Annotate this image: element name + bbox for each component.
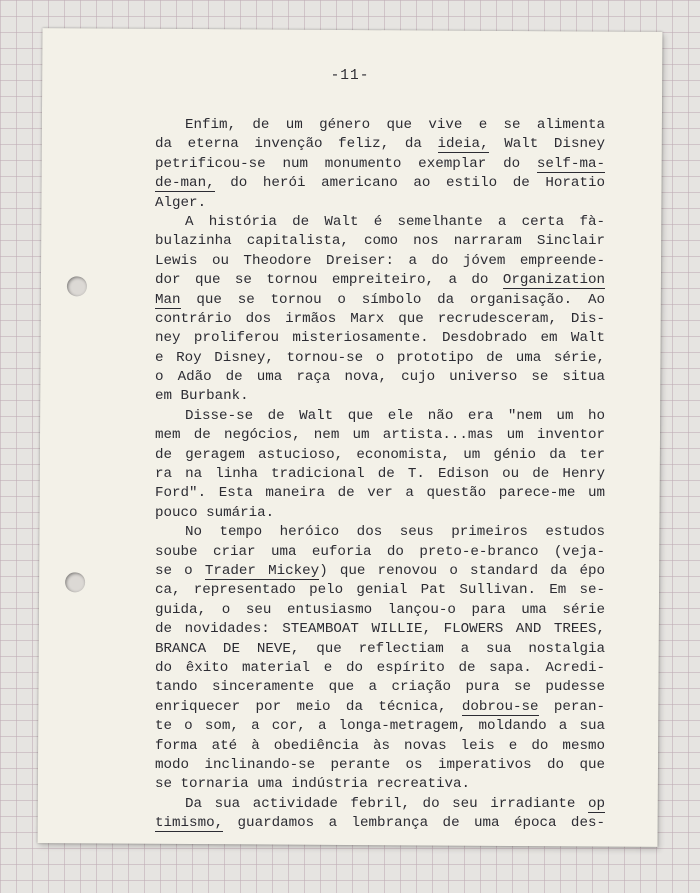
line-text: forma até à obediência às novas leis e do mesmo — [155, 737, 605, 754]
line-text: se o — [155, 562, 205, 579]
text-line — [155, 213, 605, 232]
page-number: -11- — [330, 68, 370, 84]
text-line — [155, 484, 605, 503]
text-line — [155, 252, 605, 271]
text-line — [155, 291, 605, 310]
text-line — [155, 775, 605, 794]
text-line — [155, 601, 605, 620]
line-text: A história de Walt é semelhante a certa fà- — [185, 213, 605, 230]
text-line — [155, 562, 605, 581]
text-line — [155, 678, 605, 697]
underlined-phrase: Organization — [502, 272, 605, 289]
underlined-phrase: Trader Mickey — [204, 562, 320, 579]
line-text: BRANCA DE NEVE, que reflectiam a sua nostalgia — [155, 640, 605, 657]
line-text: que se tornou o símbolo da organisação. Ao — [180, 291, 605, 308]
text-line — [155, 737, 605, 756]
underlined-phrase: timismo, — [155, 815, 224, 832]
text-line — [155, 407, 605, 426]
text-line — [155, 174, 605, 193]
line-text: guardamos a lembrança de uma época des- — [223, 815, 605, 832]
text-line — [155, 329, 605, 348]
line-text: ra na linha tradicional de T. Edison ou de Henry — [155, 466, 605, 483]
line-text: guida, o seu entusiasmo lançou-o para uma série — [155, 601, 605, 618]
text-line — [155, 814, 605, 833]
punch-hole — [67, 276, 87, 296]
line-text: soube criar uma euforia do preto-e-branco (veja- — [155, 543, 605, 560]
text-line — [155, 426, 605, 445]
line-text: enriquecer por meio da técnica, — [155, 698, 462, 715]
line-text: Disse-se de Walt que ele não era "nem um ho — [185, 407, 605, 424]
punch-hole — [65, 572, 85, 592]
line-text: em Burbank. — [155, 388, 249, 405]
text-line — [155, 504, 605, 523]
line-text: Walt Disney — [488, 136, 605, 153]
line-text: Enfim, de um género que vive e se alimenta — [185, 117, 605, 133]
underlined-phrase: de-man, — [155, 175, 215, 192]
line-text: Da sua actividade febril, do seu irradiante — [185, 795, 588, 812]
line-text: No tempo heróico dos seus primeiros estudos — [185, 524, 605, 541]
line-text: modo inclinando-se perante os imperativos do que — [155, 756, 605, 773]
text-line — [155, 620, 605, 639]
underlined-phrase: Man — [155, 291, 181, 308]
line-text: de geragem astucioso, economista, um génio da ter — [155, 446, 605, 463]
line-text: Alger. — [155, 194, 207, 211]
text-line — [155, 698, 605, 717]
line-text: o Adão de uma raça nova, cujo universo se situa — [155, 369, 605, 386]
text-line — [155, 194, 605, 213]
line-text: tando sinceramente que a criação pura se pudesse — [155, 679, 605, 696]
text-line — [155, 368, 605, 387]
line-text: se tornaria uma indústria recreativa. — [155, 776, 471, 793]
text-line — [155, 523, 605, 542]
text-line — [155, 446, 605, 465]
typed-text-body — [155, 116, 605, 833]
text-line — [155, 795, 605, 814]
line-text: pouco sumária. — [155, 504, 275, 521]
underlined-phrase: op — [587, 795, 605, 812]
line-text: contrário dos irmãos Marx que recrudesceram, Dis- — [155, 310, 605, 327]
text-line — [155, 135, 605, 154]
line-text: peran- — [538, 698, 605, 715]
line-text: te o som, a cor, a longa-metragem, moldando a sua — [155, 718, 605, 735]
underlined-phrase: self-ma- — [536, 155, 605, 172]
line-text: e Roy Disney, tornou-se o prototipo de uma série, — [155, 349, 605, 366]
line-text: do êxito material e do espírito de sapa. Acredi- — [155, 659, 605, 676]
underlined-phrase: dobrou-se — [461, 698, 539, 715]
line-text: mem de negócios, nem um artista...mas um inventor — [155, 427, 605, 444]
text-line — [155, 155, 605, 174]
line-text: do herói americano ao estilo de Horatio — [214, 175, 605, 192]
line-text: dor que se tornou empreiteiro, a do — [155, 272, 503, 289]
line-text: bulazinha capitalista, como nos narraram Sinclair — [155, 233, 605, 250]
text-line — [155, 640, 605, 659]
text-line — [155, 465, 605, 484]
text-line — [155, 387, 605, 406]
text-line — [155, 717, 605, 736]
text-line — [155, 271, 605, 290]
text-line — [155, 581, 605, 600]
text-line — [155, 543, 605, 562]
text-line — [155, 756, 605, 775]
line-text: Ford". Esta maneira de ver a questão parece-me um — [155, 485, 605, 502]
line-text: ) que renovou o standard da épo — [319, 562, 605, 579]
line-text: da eterna invenção feliz, da — [155, 136, 438, 153]
line-text: ney proliferou misteriosamente. Desdobrado em Walt — [155, 330, 605, 347]
line-text: ca, representado pelo genial Pat Sullivan. Em se- — [155, 582, 605, 599]
text-line — [155, 349, 605, 368]
text-line — [155, 232, 605, 251]
text-line — [155, 310, 605, 329]
line-text: petrificou-se num monumento exemplar do — [155, 155, 537, 172]
line-text: Lewis ou Theodore Dreiser: a do jóvem empreende- — [155, 252, 605, 269]
line-text: de novidades: STEAMBOAT WILLIE, FLOWERS AND TREES, — [155, 621, 605, 638]
text-line — [155, 659, 605, 678]
text-line — [155, 116, 605, 135]
underlined-phrase: ideia, — [437, 136, 489, 153]
